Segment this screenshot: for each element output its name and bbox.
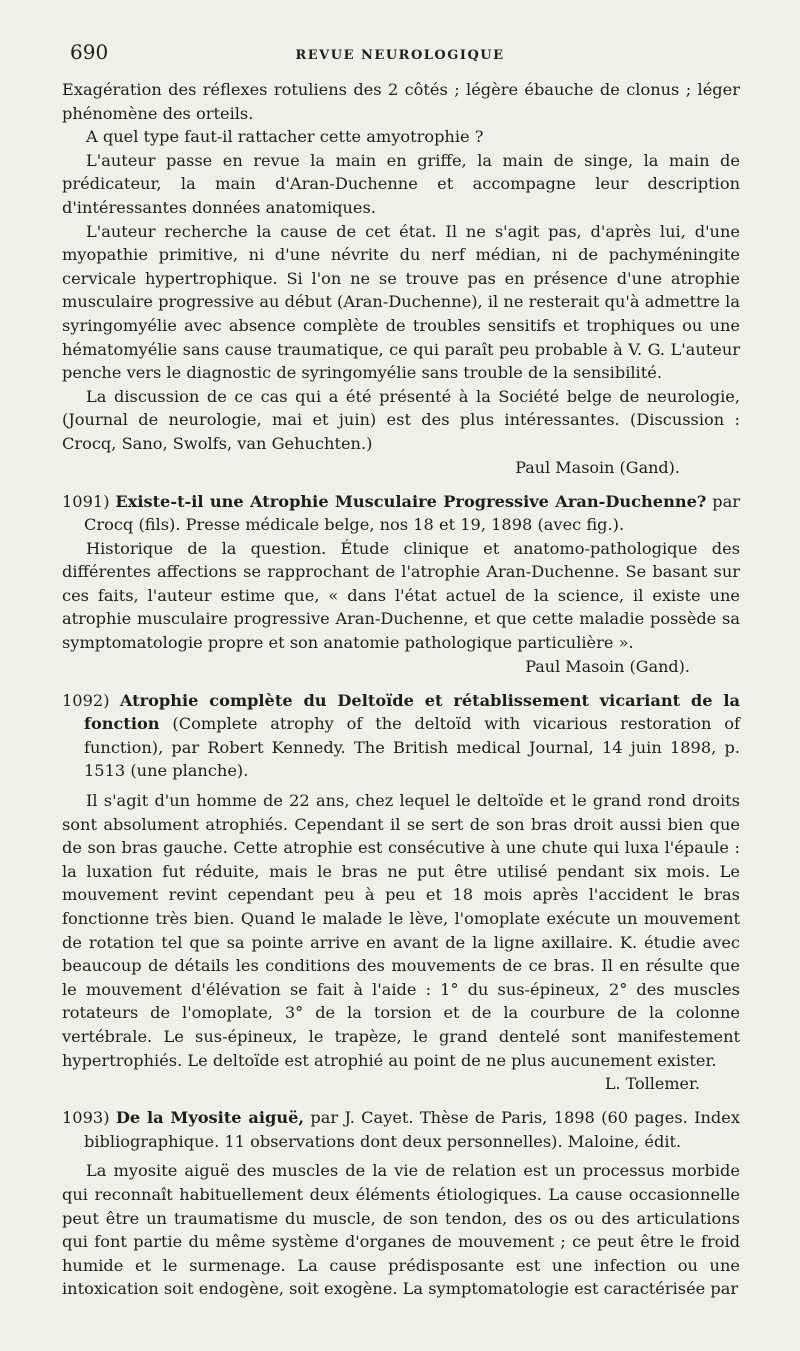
running-head: REVUE NEUROLOGIQUE bbox=[295, 48, 505, 63]
entry-citation: par Crocq (fils). Presse médicale belge, nos 18 et 19, 1898 (avec fig.). bbox=[84, 491, 740, 535]
intro-paragraph: A quel type faut-il rattacher cette amyotrophie ? bbox=[86, 127, 484, 147]
entry-title: Existe-t-il une Atrophie Musculaire Progressive Aran-Duchenne? bbox=[115, 491, 707, 511]
signature: L. Tollemer. bbox=[604, 1074, 700, 1094]
page-number: 690 bbox=[70, 40, 109, 64]
entry-citation: (Complete atrophy of the deltoïd with vicarious restoration of function), par Robert Kennedy. The British medical Journal, 14 juin 1898, p. 1513 (une planche). bbox=[84, 714, 740, 781]
entry-title: De la Myosite aiguë, bbox=[115, 1108, 305, 1128]
intro-paragraph: La discussion de ce cas qui a été présenté à la Société belge de neurologie, (Journal de neurologie, mai et juin) est des plus intéressantes. (Discussion : Crocq, Sano, Swolfs, van Gehuchten.) bbox=[62, 386, 740, 453]
entry-title: Atrophie complète du Deltoïde et rétablissement vicariant de la fonction bbox=[84, 690, 740, 734]
intro-paragraph: L'auteur recherche la cause de cet état. Il ne s'agit pas, d'après lui, d'une myopathie primitive, ni d'une névrite du nerf médian, ni de pachyméningite cervicale hypertrophique. Si l'on ne se trouve pas en présence d'une atrophie musculaire progressive au début (Aran-Duchenne), il ne resterait qu'à admettre la syringomyélie avec absence complète de troubles sensitifs et trophiques ou une hématomyélie sans cause traumatique, ce qui paraît peu probable à V. G. L'auteur penche vers le diagnostic de syringomyélie sans trouble de la sensibilité. bbox=[62, 221, 740, 383]
entry-body: Il s'agit d'un homme de 22 ans, chez lequel le deltoïde et le grand rond droits sont absolument atrophiés. Cependant il se sert de son bras droit aussi bien que de son bras gauche. Cette atrophie est consécutive à une chute qui luxa l'épaule : la luxation fut réduite, mais le bras ne put être utilisé pendant six mois. Le mouvement revint cependant peu à peu et 18 mois après l'accident le bras fonctionne très bien. Quand le malade le lève, l'omoplate exécute un mouvement de rotation tel que sa pointe arrive en avant de la ligne axillaire. K. étudie avec beaucoup de détails les conditions des mouvements de ce bras. Il en résulte que le mouvement d'élévation se fait à l'aide : 1° du sus-épineux, 2° des muscles rotateurs de l'omoplate, 3° de la torsion et de la courbure de la colonne vertébrale. Le sus-épineux, le trapèze, le grand dentelé sont manifestement hypertrophiés. Le deltoïde est atrophié au point de ne plus aucunement exister. bbox=[62, 791, 740, 1070]
signature: Paul Masoin (Gand). bbox=[525, 656, 690, 676]
page-body bbox=[62, 78, 740, 1301]
abstract-entry bbox=[62, 1106, 740, 1153]
entry-citation: par J. Cayet. Thèse de Paris, 1898 (60 pages. Index bibliographique. 11 observations dont deux personnelles). Maloine, édit. bbox=[84, 1108, 740, 1151]
abstract-entry bbox=[62, 689, 740, 783]
intro-paragraph: Exagération des réflexes rotuliens des 2 côtés ; légère ébauche de clonus ; léger phénomène des orteils. bbox=[62, 80, 740, 123]
page-header bbox=[0, 40, 800, 70]
entry-body: La myosite aiguë des muscles de la vie de relation est un processus morbide qui reconnaît habituellement deux éléments étiologiques. La cause occasionnelle peut être un traumatisme du muscle, de son tendon, des os ou des articulations qui font partie du même système d'organes de mouvement ; ce peut être le froid humide et le surmenage. La cause prédisposante est une infection ou une intoxication soit endogène, soit exogène. La symptomatologie est caractérisée par bbox=[62, 1161, 740, 1299]
entry-number: 1092) bbox=[62, 690, 110, 710]
entry-body: Historique de la question. Étude clinique et anatomo-pathologique des différentes affections se rapprochant de l'atrophie Aran-Duchenne. Se basant sur ces faits, l'auteur estime que, « dans l'état actuel de la science, il existe une atrophie musculaire progressive Aran-Duchenne, et que cette maladie possède sa symptomatologie propre et son anatomie pathologique particulière ». bbox=[62, 538, 740, 653]
entry-number: 1091) bbox=[62, 491, 110, 511]
abstract-entry bbox=[62, 490, 740, 537]
signature: Paul Masoin (Gand). bbox=[515, 457, 680, 477]
intro-paragraph: L'auteur passe en revue la main en griffe, la main de singe, la main de prédicateur, la main d'Aran-Duchenne et accompagne leur description d'intéressantes données anatomiques. bbox=[62, 150, 740, 217]
entry-number: 1093) bbox=[62, 1108, 110, 1128]
